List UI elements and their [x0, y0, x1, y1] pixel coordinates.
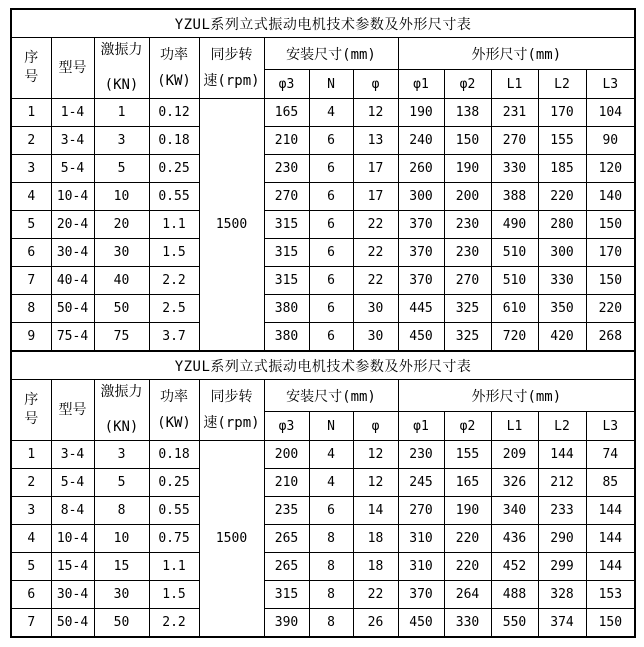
cell-power: 0.18 [149, 127, 199, 155]
cell-n: 8 [309, 581, 353, 609]
cell-power: 2.2 [149, 609, 199, 638]
cell-model: 5-4 [51, 469, 94, 497]
cell-phi3: 210 [264, 469, 309, 497]
cell-l3: 144 [586, 497, 635, 525]
header-row-1 [11, 38, 635, 70]
col-header-power-lines [150, 388, 199, 433]
cell-phi2: 270 [444, 267, 491, 295]
col-subheader-l2: L2 [538, 70, 586, 99]
col-subheader-phi: φ [353, 70, 398, 99]
col-subheader-phi1: φ1 [398, 70, 444, 99]
cell-seq: 7 [11, 267, 51, 295]
cell-phi1: 370 [398, 581, 444, 609]
cell-phi2: 330 [444, 609, 491, 638]
cell-phi1: 310 [398, 525, 444, 553]
cell-l1: 231 [491, 99, 538, 127]
col-subheader-n: N [309, 70, 353, 99]
cell-phi1: 260 [398, 155, 444, 183]
cell-l2: 299 [538, 553, 586, 581]
cell-phi2: 230 [444, 211, 491, 239]
table-row [11, 127, 635, 155]
cell-phi: 17 [353, 155, 398, 183]
col-header-model-lines [52, 59, 94, 78]
col-subheader-phi1: φ1 [398, 412, 444, 441]
cell-l2: 220 [538, 183, 586, 211]
table-row [11, 183, 635, 211]
col-header-force [94, 38, 149, 99]
col-header-power [149, 380, 199, 441]
cell-phi: 30 [353, 323, 398, 352]
cell-l1: 610 [491, 295, 538, 323]
cell-phi1: 450 [398, 323, 444, 352]
col-subheader-phi: φ [353, 412, 398, 441]
cell-l1: 209 [491, 441, 538, 469]
cell-l1: 340 [491, 497, 538, 525]
cell-phi3: 200 [264, 441, 309, 469]
cell-phi1: 270 [398, 497, 444, 525]
table-row [11, 267, 635, 295]
cell-phi1: 310 [398, 553, 444, 581]
cell-l1: 490 [491, 211, 538, 239]
cell-power: 0.75 [149, 525, 199, 553]
cell-phi2: 190 [444, 155, 491, 183]
cell-seq: 3 [11, 497, 51, 525]
cell-seq: 2 [11, 469, 51, 497]
cell-phi: 13 [353, 127, 398, 155]
col-header-power-lines [150, 46, 199, 91]
table-title: YZUL系列立式振动电机技术参数及外形尺寸表 [11, 9, 635, 38]
cell-power: 0.25 [149, 155, 199, 183]
cell-l1: 488 [491, 581, 538, 609]
col-header-model-line: 型号 [58, 59, 87, 76]
col-group-mount-dims: 安装尺寸(mm) [264, 380, 398, 412]
cell-l3: 150 [586, 609, 635, 638]
col-header-force-line: 激振力 [100, 42, 143, 58]
table-row [11, 239, 635, 267]
cell-model: 20-4 [51, 211, 94, 239]
table-row [11, 155, 635, 183]
col-header-model [51, 380, 94, 441]
cell-l3: 104 [586, 99, 635, 127]
cell-phi1: 445 [398, 295, 444, 323]
col-subheader-l2: L2 [538, 412, 586, 441]
cell-phi: 22 [353, 239, 398, 267]
col-header-speed-line: 同步转 [210, 46, 253, 63]
cell-l3: 268 [586, 323, 635, 352]
col-header-power-line: 功率 [160, 46, 188, 63]
cell-force: 75 [94, 323, 149, 352]
col-header-seq [11, 38, 51, 99]
cell-force: 8 [94, 497, 149, 525]
cell-power: 0.55 [149, 183, 199, 211]
cell-l3: 153 [586, 581, 635, 609]
col-header-power [149, 38, 199, 99]
cell-phi2: 200 [444, 183, 491, 211]
cell-l2: 155 [538, 127, 586, 155]
cell-phi: 26 [353, 609, 398, 638]
table-row [11, 525, 635, 553]
cell-power: 2.5 [149, 295, 199, 323]
cell-n: 6 [309, 323, 353, 352]
cell-l1: 436 [491, 525, 538, 553]
cell-power: 0.18 [149, 441, 199, 469]
cell-seq: 5 [11, 553, 51, 581]
cell-phi3: 210 [264, 127, 309, 155]
table-title: YZUL系列立式振动电机技术参数及外形尺寸表 [11, 351, 635, 380]
cell-phi2: 220 [444, 525, 491, 553]
cell-phi3: 390 [264, 609, 309, 638]
cell-model: 1-4 [51, 99, 94, 127]
cell-force: 5 [94, 469, 149, 497]
cell-model: 8-4 [51, 497, 94, 525]
cell-model: 50-4 [51, 295, 94, 323]
col-header-seq-line: 序 [24, 50, 39, 67]
cell-model: 5-4 [51, 155, 94, 183]
cell-phi: 22 [353, 211, 398, 239]
cell-l1: 720 [491, 323, 538, 352]
cell-phi2: 325 [444, 323, 491, 352]
col-header-force-lines [95, 381, 149, 439]
col-header-speed-lines [200, 388, 264, 433]
cell-model: 75-4 [51, 323, 94, 352]
cell-phi2: 190 [444, 497, 491, 525]
cell-seq: 1 [11, 441, 51, 469]
cell-power: 1.5 [149, 581, 199, 609]
cell-sync-speed: 1500 [199, 441, 264, 638]
table-row [11, 99, 635, 127]
cell-power: 0.25 [149, 469, 199, 497]
col-header-seq [11, 380, 51, 441]
cell-power: 3.7 [149, 323, 199, 352]
title-row [11, 9, 635, 38]
cell-l2: 350 [538, 295, 586, 323]
table-row [11, 295, 635, 323]
cell-phi: 17 [353, 183, 398, 211]
cell-phi3: 230 [264, 155, 309, 183]
cell-phi3: 315 [264, 239, 309, 267]
cell-force: 15 [94, 553, 149, 581]
cell-phi1: 370 [398, 211, 444, 239]
cell-l2: 328 [538, 581, 586, 609]
col-group-outline-dims: 外形尺寸(mm) [398, 380, 635, 412]
table-row [11, 469, 635, 497]
cell-power: 1.1 [149, 553, 199, 581]
col-header-force-line: (KN) [104, 419, 139, 436]
cell-phi3: 315 [264, 211, 309, 239]
cell-phi: 18 [353, 525, 398, 553]
cell-force: 20 [94, 211, 149, 239]
cell-l1: 550 [491, 609, 538, 638]
col-header-speed [199, 380, 264, 441]
cell-l2: 374 [538, 609, 586, 638]
cell-l2: 170 [538, 99, 586, 127]
cell-phi: 14 [353, 497, 398, 525]
col-header-speed-lines [200, 46, 264, 91]
cell-n: 6 [309, 295, 353, 323]
cell-phi2: 264 [444, 581, 491, 609]
col-subheader-phi2: φ2 [444, 412, 491, 441]
cell-phi2: 220 [444, 553, 491, 581]
cell-force: 3 [94, 127, 149, 155]
col-subheader-l1: L1 [491, 412, 538, 441]
cell-l3: 85 [586, 469, 635, 497]
cell-seq: 4 [11, 525, 51, 553]
cell-model: 3-4 [51, 441, 94, 469]
col-group-outline-dims: 外形尺寸(mm) [398, 38, 635, 70]
col-subheader-l1: L1 [491, 70, 538, 99]
cell-seq: 6 [11, 581, 51, 609]
cell-phi2: 138 [444, 99, 491, 127]
cell-l2: 212 [538, 469, 586, 497]
cell-l2: 144 [538, 441, 586, 469]
cell-phi: 30 [353, 295, 398, 323]
col-subheader-phi3: φ3 [264, 70, 309, 99]
col-group-mount-dims: 安装尺寸(mm) [264, 38, 398, 70]
cell-seq: 8 [11, 295, 51, 323]
cell-seq: 7 [11, 609, 51, 638]
table-row [11, 323, 635, 352]
cell-phi3: 235 [264, 497, 309, 525]
cell-l2: 290 [538, 525, 586, 553]
col-header-model [51, 38, 94, 99]
cell-n: 4 [309, 99, 353, 127]
col-header-power-line: (KW) [157, 72, 191, 89]
cell-n: 6 [309, 267, 353, 295]
cell-phi2: 155 [444, 441, 491, 469]
cell-l2: 300 [538, 239, 586, 267]
cell-l1: 330 [491, 155, 538, 183]
col-header-model-lines [52, 401, 94, 420]
cell-phi1: 240 [398, 127, 444, 155]
header-row-1 [11, 380, 635, 412]
cell-l2: 280 [538, 211, 586, 239]
cell-l3: 140 [586, 183, 635, 211]
cell-l1: 452 [491, 553, 538, 581]
cell-l1: 326 [491, 469, 538, 497]
cell-phi2: 230 [444, 239, 491, 267]
cell-power: 0.55 [149, 497, 199, 525]
cell-phi3: 165 [264, 99, 309, 127]
cell-force: 40 [94, 267, 149, 295]
cell-sync-speed: 1500 [199, 99, 264, 352]
cell-seq: 2 [11, 127, 51, 155]
col-subheader-phi3: φ3 [264, 412, 309, 441]
cell-model: 3-4 [51, 127, 94, 155]
table-row [11, 609, 635, 638]
cell-force: 10 [94, 525, 149, 553]
spec-table-1 [10, 8, 636, 352]
col-header-force-lines [95, 39, 149, 97]
cell-phi: 12 [353, 441, 398, 469]
cell-model: 30-4 [51, 581, 94, 609]
cell-force: 3 [94, 441, 149, 469]
cell-phi1: 245 [398, 469, 444, 497]
cell-n: 6 [309, 497, 353, 525]
table-row [11, 441, 635, 469]
col-header-seq-lines [12, 49, 51, 87]
table-row [11, 553, 635, 581]
col-header-seq-line: 号 [24, 69, 39, 85]
cell-phi3: 315 [264, 581, 309, 609]
col-header-force-line: 激振力 [100, 384, 143, 400]
cell-phi1: 450 [398, 609, 444, 638]
col-header-speed-line: 同步转 [210, 388, 253, 405]
cell-n: 4 [309, 441, 353, 469]
cell-power: 0.12 [149, 99, 199, 127]
col-header-seq-lines [12, 391, 51, 429]
cell-phi: 22 [353, 267, 398, 295]
cell-seq: 5 [11, 211, 51, 239]
cell-l1: 270 [491, 127, 538, 155]
cell-n: 6 [309, 127, 353, 155]
cell-phi1: 300 [398, 183, 444, 211]
cell-phi: 12 [353, 469, 398, 497]
cell-phi2: 165 [444, 469, 491, 497]
cell-seq: 4 [11, 183, 51, 211]
cell-l2: 185 [538, 155, 586, 183]
cell-l2: 420 [538, 323, 586, 352]
cell-l3: 150 [586, 267, 635, 295]
cell-phi3: 315 [264, 267, 309, 295]
cell-n: 6 [309, 155, 353, 183]
cell-l1: 510 [491, 239, 538, 267]
cell-model: 30-4 [51, 239, 94, 267]
cell-phi3: 265 [264, 553, 309, 581]
cell-model: 40-4 [51, 267, 94, 295]
cell-force: 50 [94, 295, 149, 323]
cell-n: 6 [309, 239, 353, 267]
cell-power: 2.2 [149, 267, 199, 295]
col-subheader-n: N [309, 412, 353, 441]
cell-n: 8 [309, 609, 353, 638]
col-header-power-line: (KW) [157, 414, 191, 431]
cell-phi: 18 [353, 553, 398, 581]
col-subheader-l3: L3 [586, 412, 635, 441]
cell-force: 1 [94, 99, 149, 127]
cell-phi3: 380 [264, 323, 309, 352]
cell-force: 10 [94, 183, 149, 211]
col-subheader-phi2: φ2 [444, 70, 491, 99]
cell-model: 10-4 [51, 525, 94, 553]
col-subheader-l3: L3 [586, 70, 635, 99]
table-row [11, 211, 635, 239]
cell-phi2: 150 [444, 127, 491, 155]
cell-model: 10-4 [51, 183, 94, 211]
cell-force: 50 [94, 609, 149, 638]
cell-phi: 12 [353, 99, 398, 127]
cell-l3: 74 [586, 441, 635, 469]
cell-force: 30 [94, 239, 149, 267]
cell-phi1: 370 [398, 267, 444, 295]
cell-force: 5 [94, 155, 149, 183]
cell-l3: 220 [586, 295, 635, 323]
col-header-seq-line: 号 [24, 411, 39, 427]
cell-l3: 144 [586, 525, 635, 553]
cell-n: 6 [309, 183, 353, 211]
cell-n: 8 [309, 553, 353, 581]
cell-phi1: 370 [398, 239, 444, 267]
col-header-seq-line: 序 [24, 392, 39, 409]
cell-seq: 6 [11, 239, 51, 267]
cell-seq: 9 [11, 323, 51, 352]
cell-l3: 144 [586, 553, 635, 581]
col-header-force-line: (KN) [104, 77, 139, 94]
cell-n: 6 [309, 211, 353, 239]
cell-seq: 1 [11, 99, 51, 127]
cell-model: 15-4 [51, 553, 94, 581]
cell-l3: 120 [586, 155, 635, 183]
cell-phi3: 265 [264, 525, 309, 553]
cell-l3: 90 [586, 127, 635, 155]
cell-phi2: 325 [444, 295, 491, 323]
cell-phi: 22 [353, 581, 398, 609]
cell-phi3: 270 [264, 183, 309, 211]
cell-l1: 510 [491, 267, 538, 295]
cell-l3: 170 [586, 239, 635, 267]
col-header-speed-line: 速(rpm) [203, 72, 260, 89]
cell-power: 1.5 [149, 239, 199, 267]
cell-model: 50-4 [51, 609, 94, 638]
col-header-speed [199, 38, 264, 99]
cell-phi1: 190 [398, 99, 444, 127]
cell-phi3: 380 [264, 295, 309, 323]
table-row [11, 497, 635, 525]
cell-force: 30 [94, 581, 149, 609]
cell-l2: 233 [538, 497, 586, 525]
col-header-speed-line: 速(rpm) [203, 414, 260, 431]
col-header-force [94, 380, 149, 441]
cell-phi1: 230 [398, 441, 444, 469]
cell-n: 4 [309, 469, 353, 497]
cell-l3: 150 [586, 211, 635, 239]
cell-seq: 3 [11, 155, 51, 183]
table-row [11, 581, 635, 609]
col-header-model-line: 型号 [58, 401, 87, 418]
cell-l1: 388 [491, 183, 538, 211]
cell-n: 8 [309, 525, 353, 553]
title-row [11, 351, 635, 380]
cell-power: 1.1 [149, 211, 199, 239]
spec-table-2 [10, 350, 636, 638]
col-header-power-line: 功率 [160, 388, 188, 405]
cell-l2: 330 [538, 267, 586, 295]
